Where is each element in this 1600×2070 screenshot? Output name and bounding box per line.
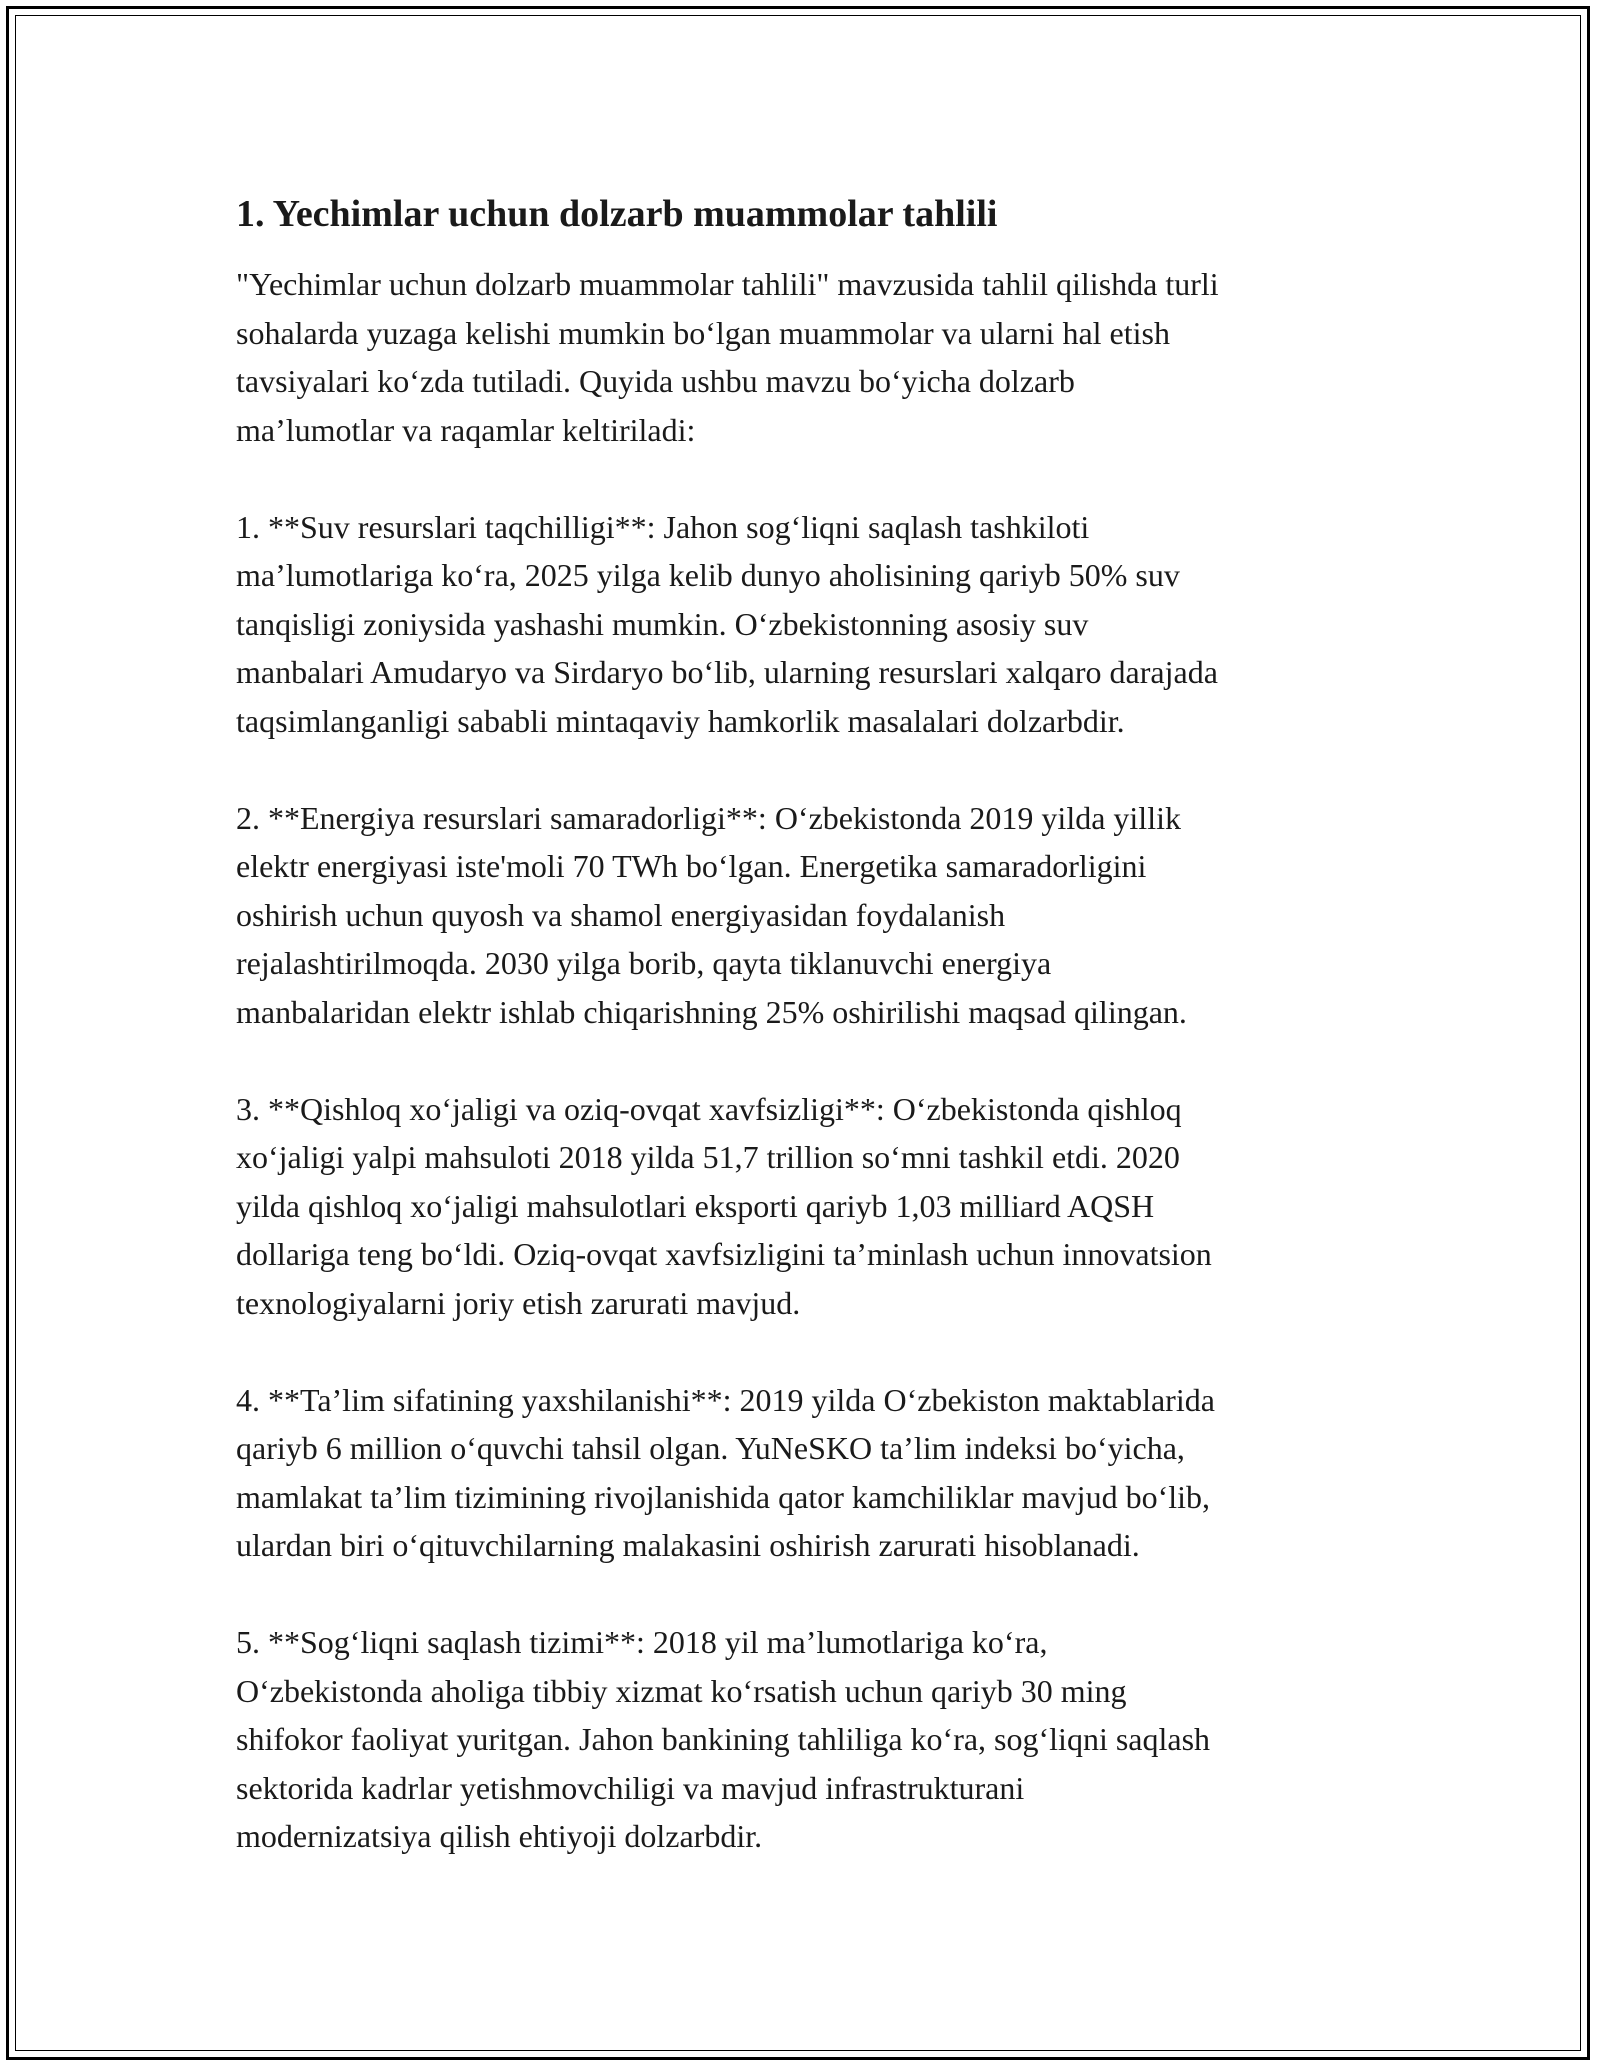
item-agriculture-food-security: 3. **Qishloq xo‘jaligi va oziq-ovqat xavfsizligi**: O‘zbekistonda qishloq xo‘jaligi yalpi mahsuloti 2018 yilda 51,7 trillion so‘mni tashkil etdi. 2020 yilda qishloq xo‘jaligi mahsulotlari eksporti qariyb 1,03 milliard AQSH dollariga teng bo‘ldi. Oziq-ovqat xavfsizligini ta’minlash uchun innovatsion texnologiyalarni joriy etish zarurati mavjud. (236, 1090, 1212, 1321)
item-energy-resources: 2. **Energiya resurslari samaradorligi**: O‘zbekistonda 2019 yilda yillik elektr energiyasi iste'moli 70 TWh bo‘lgan. Energetika samaradorligini oshirish uchun quyosh va shamol energiyasidan foydalanish rejalashtirilmoqda. 2030 yilga borib, qayta tiklanuvchi energiya manbalaridan elektr ishlab chiqarishning 25% oshirilishi maqsad qilingan. (236, 799, 1187, 1030)
document-body (236, 188, 1366, 1909)
intro-paragraph: "Yechimlar uchun dolzarb muammolar tahlili" mavzusida tahlil qilishda turli sohalarda yuzaga kelishi mumkin bo‘lgan muammolar va ularni hal etish tavsiyalari ko‘zda tutiladi. Quyida ushbu mavzu bo‘yicha dolzarb ma’lumotlar va raqamlar keltiriladi: (236, 266, 1219, 448)
item-water-resources: 1. **Suv resurslari taqchilligi**: Jahon sog‘liqni saqlash tashkiloti ma’lumotlariga ko‘ra, 2025 yilga kelib dunyo aholisining qariyb 50% suv tanqisligi zoniysida yashashi mumkin. O‘zbekistonning asosiy suv manbalari Amudaryo va Sirdaryo bo‘lib, ularning resurslari xalqaro darajada taqsimlanganligi sababli mintaqaviy hamkorlik masalalari dolzarbdir. (236, 508, 1218, 739)
item-education-quality: 4. **Ta’lim sifatining yaxshilanishi**: 2019 yilda O‘zbekiston maktablarida qariyb 6 million o‘quvchi tahsil olgan. YuNeSKO ta’lim indeksi bo‘yicha, mamlakat ta’lim tizimining rivojlanishida qator kamchiliklar mavjud bo‘lib, ulardan biri o‘qituvchilarning malakasini oshirish zarurati hisoblanadi. (236, 1381, 1215, 1563)
section-heading: 1. Yechimlar uchun dolzarb muammolar tahlili (236, 193, 998, 235)
item-healthcare-system: 5. **Sog‘liqni saqlash tizimi**: 2018 yil ma’lumotlariga ko‘ra, O‘zbekistonda aholiga tibbiy xizmat ko‘rsatish uchun qariyb 30 ming shifokor faoliyat yuritgan. Jahon bankining tahliliga ko‘ra, sog‘liqni saqlash sektorida kadrlar yetishmovchiligi va mavjud infrastrukturani modernizatsiya qilish ehtiyoji dolzarbdir. (236, 1624, 1211, 1854)
